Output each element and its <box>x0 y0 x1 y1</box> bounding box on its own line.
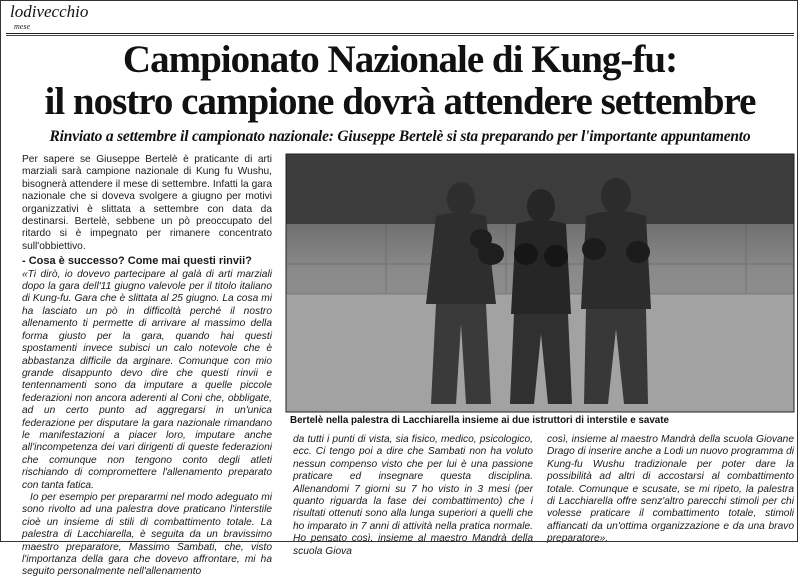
headline-line-1: Campionato Nazionale di Kung-fu: <box>122 38 678 81</box>
interview-answer: «Ti dirò, io dovevo partecipare al galà di arti marziali dopo la gara dell'11 giugno valevole per il titolo italiano di Kung-fu. Gara che è slittata al 25 giugno. La cosa mi ha lasciato un pò in difficoltà perché il nostro allenamento ti permette di arrivare al massimo della forma giusto per la gara, quando hai questi spostamenti invece subisci un calo notevole che è abbastanza difficile da arginare. Comunque con mio grande disappunto devo dire che questi rinvii e tentennamenti sono da imputare a quelle piccole federazioni non ancora aderenti al Coni che, obbligate, ad un certo punto ad aggregarsi in un'unica federazione per disputare la gara nazionale rimandano le manifestazioni a piacer loro, imputare anche all'incompetenza dei vari dirigenti di queste federazioni che comunque non tengono conto degli atleti rischiando di compromettere l'allenamento preparato con tanta fatica. <box>22 268 272 491</box>
top-rule-secondary <box>6 35 794 36</box>
masthead-subtitle: mese <box>14 22 30 31</box>
masthead-title: lodivecchio <box>10 2 89 21</box>
photo-caption: Bertelè nella palestra di Lacchiarella insieme ai due istruttori di interstile e savate <box>290 415 669 426</box>
subheadline: Rinviato a settembre il campionato nazionale: Giuseppe Bertelè si sta preparando per l'importante appuntamento <box>49 128 751 145</box>
article-column-1 <box>22 154 272 578</box>
article-column-2: da tutti i punti di vista, sia fisico, medico, psicologico, ecc. Ci tengo poi a dire che Sambati non ha voluto nessun compenso visto che per lui è una passione praticare ed insegnare questa disciplina. Allenandomi 7 giorni su 7 ho visto in 3 mesi (per quanto riguarda la fase dei combattimento) che i risultati ottenuti sono alla lunga superiori a quelli che ho imparato in 7 anni di attività nella pratica normale. Ho pensato così, insieme al maestro Mandrà della scuola Giova <box>293 434 533 557</box>
article-intro: Per sapere se Giuseppe Bertelè è praticante di arti marziali sarà campione nazionale di Kung fu Wushu, bisognerà attendere il mese di settembre. Infatti la gara nazionale che si doveva svolgere a giugno per motivi organizzativi è slittata a settembre con data da destinarsi. Bertelè, sebbene un pò preoccupato del ritardo si è impegnato per rimanere concentrato sull'obbiettivo. <box>22 154 272 252</box>
headline-line-2: il nostro campione dovrà attendere settembre <box>44 80 756 123</box>
newspaper-page <box>6 2 794 578</box>
headline <box>6 39 794 123</box>
top-rule <box>6 33 794 34</box>
interview-question: - Cosa è successo? Come mai questi rinvii? <box>22 255 252 268</box>
gym-photo-image <box>286 154 794 412</box>
article-paragraph-2: Io per esempio per prepararmi nel modo adeguato mi sono rivolto ad una palestra dove praticano l'interstile cioè un insieme di stili di combattimento totale. La palestra di Lacchiarella, è seguita da un bravissimo maestro preparatore, Massimo Sambati, che, visto l'importanza della gara che dovevo affrontare, mi ha seguito personalmente nell'allenamento <box>22 491 272 578</box>
article-photo <box>286 154 794 412</box>
article-column-3: così, insieme al maestro Mandrà della scuola Giovane Drago di inserire anche a Lodi un nuovo programma di Kung-fu Wushu tradizionale per poter dare la possibilità ad altri di accostarsi al combattimento totale. Comunque e scusate, se mi ripeto, la palestra di Lacchiarella offre senz'altro parecchi stimoli per chi volesse praticare il combattimento totale, stimoli affiancati da un'ottima organizzazione e da una bravo preparatore». <box>547 434 794 545</box>
masthead <box>6 4 794 34</box>
